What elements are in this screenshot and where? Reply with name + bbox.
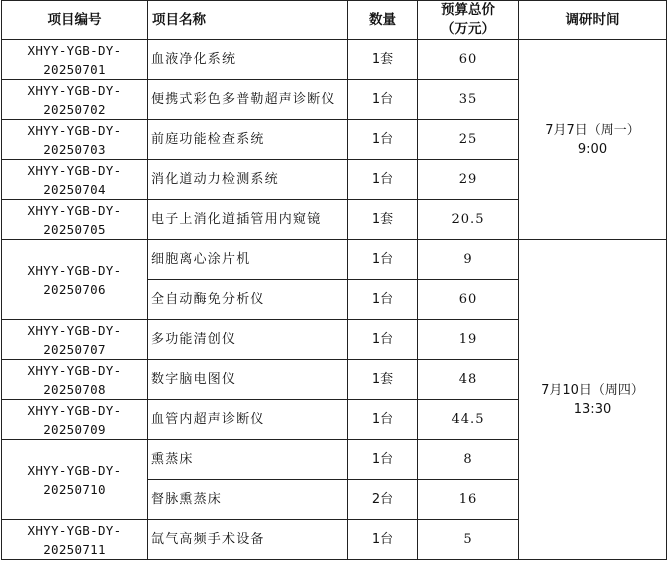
project-name-cell: 熏蒸床 [148,440,348,480]
header-project-name: 项目名称 [148,1,348,40]
budget-cell: 19 [418,320,519,360]
header-survey-time: 调研时间 [519,1,667,40]
budget-cell: 25 [418,120,519,160]
project-code-number: 20250707 [43,341,106,357]
project-code-number: 20250711 [43,541,106,557]
project-code-cell [2,240,148,320]
project-code-prefix: XHYY-YGB-DY- [27,522,122,538]
budget-cell: 35 [418,80,519,120]
quantity-cell: 1台 [348,520,418,560]
budget-cell: 60 [418,280,519,320]
project-code-number: 20250702 [43,101,106,117]
project-code-number: 20250701 [43,61,106,77]
project-code-prefix: XHYY-YGB-DY- [27,122,122,138]
quantity-cell: 1台 [348,120,418,160]
project-name-cell: 多功能清创仪 [148,320,348,360]
budget-cell: 16 [418,480,519,520]
project-code-cell [2,520,148,560]
project-name-cell: 数字脑电图仪 [148,360,348,400]
quantity-cell: 1套 [348,40,418,80]
project-code-cell [2,80,148,120]
budget-cell: 9 [418,240,519,280]
project-code-prefix: XHYY-YGB-DY- [27,82,122,98]
project-code-cell [2,320,148,360]
budget-cell: 29 [418,160,519,200]
header-budget-line2: （万元） [441,21,495,37]
project-name-cell: 血液净化系统 [148,40,348,80]
project-code-number: 20250709 [43,421,106,437]
budget-cell: 60 [418,40,519,80]
quantity-cell: 1台 [348,80,418,120]
survey-schedule-table [1,0,667,560]
survey-time-cell [519,240,667,560]
quantity-cell: 1台 [348,160,418,200]
survey-clock: 9:00 [577,141,608,157]
project-code-cell [2,360,148,400]
budget-cell: 5 [418,520,519,560]
project-code-prefix: XHYY-YGB-DY- [27,462,122,478]
header-quantity: 数量 [348,1,418,40]
quantity-cell: 1台 [348,400,418,440]
quantity-cell: 1台 [348,320,418,360]
project-code-cell [2,400,148,440]
project-code-cell [2,440,148,520]
project-code-prefix: XHYY-YGB-DY- [27,262,122,278]
project-code-number: 20250703 [43,141,106,157]
quantity-cell: 1套 [348,360,418,400]
table-row [2,40,667,80]
project-code-prefix: XHYY-YGB-DY- [27,202,122,218]
project-code-cell [2,40,148,80]
quantity-cell: 2台 [348,480,418,520]
budget-cell: 44.5 [418,400,519,440]
project-name-cell: 电子上消化道插管用内窥镜 [148,200,348,240]
project-name-cell: 氙气高频手术设备 [148,520,348,560]
budget-cell: 8 [418,440,519,480]
budget-cell: 20.5 [418,200,519,240]
survey-clock: 13:30 [573,401,612,417]
project-name-cell: 督脉熏蒸床 [148,480,348,520]
project-name-cell: 细胞离心涂片机 [148,240,348,280]
table-row [2,240,667,280]
header-budget [418,1,519,40]
project-code-prefix: XHYY-YGB-DY- [27,322,122,338]
project-code-cell [2,200,148,240]
project-code-number: 20250710 [43,481,106,497]
project-code-prefix: XHYY-YGB-DY- [27,42,122,58]
project-code-number: 20250708 [43,381,106,397]
project-code-cell [2,160,148,200]
project-code-prefix: XHYY-YGB-DY- [27,402,122,418]
table-header-row [2,1,667,40]
header-budget-line1: 预算总价 [441,2,495,18]
project-name-cell: 全自动酶免分析仪 [148,280,348,320]
project-code-number: 20250704 [43,181,106,197]
project-name-cell: 前庭功能检查系统 [148,120,348,160]
project-code-number: 20250705 [43,221,106,237]
survey-date: 7月7日（周一） [545,122,640,138]
header-project-code: 项目编号 [2,1,148,40]
budget-cell: 48 [418,360,519,400]
quantity-cell: 1台 [348,440,418,480]
project-name-cell: 消化道动力检测系统 [148,160,348,200]
quantity-cell: 1套 [348,200,418,240]
project-code-number: 20250706 [43,281,106,297]
project-code-prefix: XHYY-YGB-DY- [27,162,122,178]
survey-date: 7月10日（周四） [541,382,644,398]
project-name-cell: 便携式彩色多普勒超声诊断仪 [148,80,348,120]
survey-time-cell [519,40,667,240]
project-name-cell: 血管内超声诊断仪 [148,400,348,440]
project-code-cell [2,120,148,160]
quantity-cell: 1台 [348,280,418,320]
project-code-prefix: XHYY-YGB-DY- [27,362,122,378]
quantity-cell: 1台 [348,240,418,280]
